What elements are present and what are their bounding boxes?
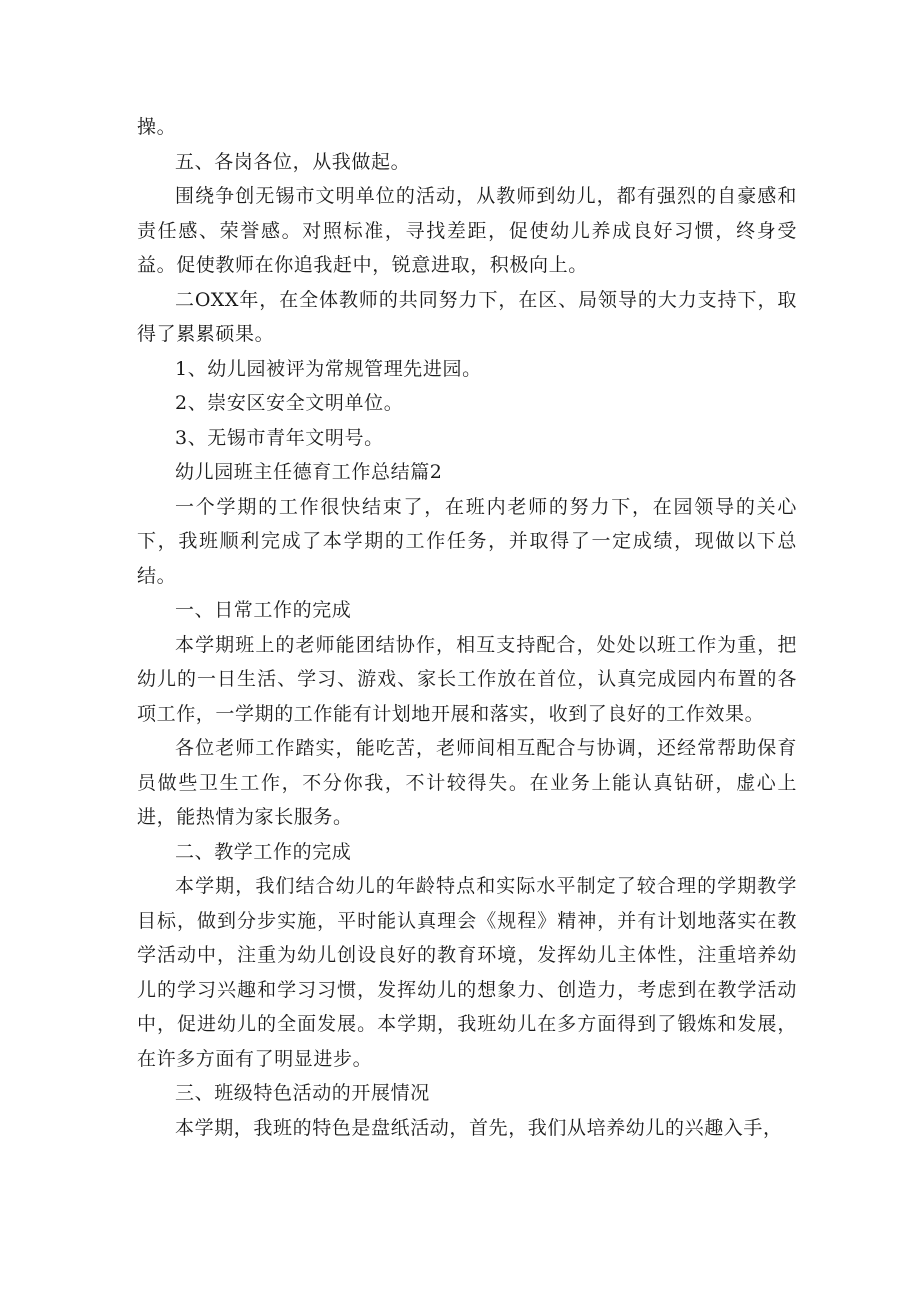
section-heading-one: 一、日常工作的完成 — [175, 599, 352, 621]
list-item: 3、无锡市青年文明号。 — [175, 426, 384, 449]
paragraph-continuation: 操。 — [137, 116, 177, 138]
paragraph: 各位老师工作踏实，能吃苦，老师间相互配合与协调，还经常帮助保育员做些卫生工作，不分你我，不计较得失。在业务上能认真钻研，虚心上进，能热情为家长服务。 — [137, 737, 797, 828]
section-heading-three: 三、班级特色活动的开展情况 — [175, 1082, 430, 1104]
paragraph: 围绕争创无锡市文明单位的活动，从教师到幼儿，都有强烈的自豪感和责任感、荣誉感。对照标准，寻找差距，促使幼儿养成良好习惯，终身受益。促使教师在你追我赶中，锐意进取，积极向上。 — [137, 185, 797, 276]
section-heading-two: 二、教学工作的完成 — [175, 840, 352, 863]
document-body — [137, 110, 797, 1145]
list-item: 1、幼儿园被评为常规管理先进园。 — [175, 357, 482, 380]
list-item: 2、崇安区安全文明单位。 — [175, 392, 404, 414]
paragraph: 本学期，我班的特色是盘纸活动，首先，我们从培养幼儿的兴趣入手， — [175, 1116, 783, 1139]
article-title: 幼儿园班主任德育工作总结篇2 — [175, 461, 443, 483]
paragraph: 二OXX年，在全体教师的共同努力下，在区、局领导的大力支持下，取得了累累硕果。 — [137, 288, 797, 345]
paragraph: 本学期，我们结合幼儿的年龄特点和实际水平制定了较合理的学期教学目标，做到分步实施，平时能认真理会《规程》精神，并有计划地落实在教学活动中，注重为幼儿创设良好的教育环境，发挥幼儿主体性，注重培养幼儿的学习兴趣和学习习惯，发挥幼儿的想象力、创造力，考虑到在教学活动中，促进幼儿的全面发展。本学期，我班幼儿在多方面得到了锻炼和发展，在许多方面有了明显进步。 — [137, 875, 797, 1070]
section-heading-five: 五、各岗各位，从我做起。 — [175, 150, 411, 173]
paragraph: 本学期班上的老师能团结协作，相互支持配合，处处以班工作为重，把幼儿的一日生活、学习、游戏、家长工作放在首位，认真完成园内布置的各项工作，一学期的工作能有计划地开展和落实，收到了良好的工作效果。 — [137, 633, 797, 725]
paragraph: 一个学期的工作很快结束了，在班内老师的努力下，在园领导的关心下，我班顺利完成了本学期的工作任务，并取得了一定成绩，现做以下总结。 — [137, 495, 797, 587]
